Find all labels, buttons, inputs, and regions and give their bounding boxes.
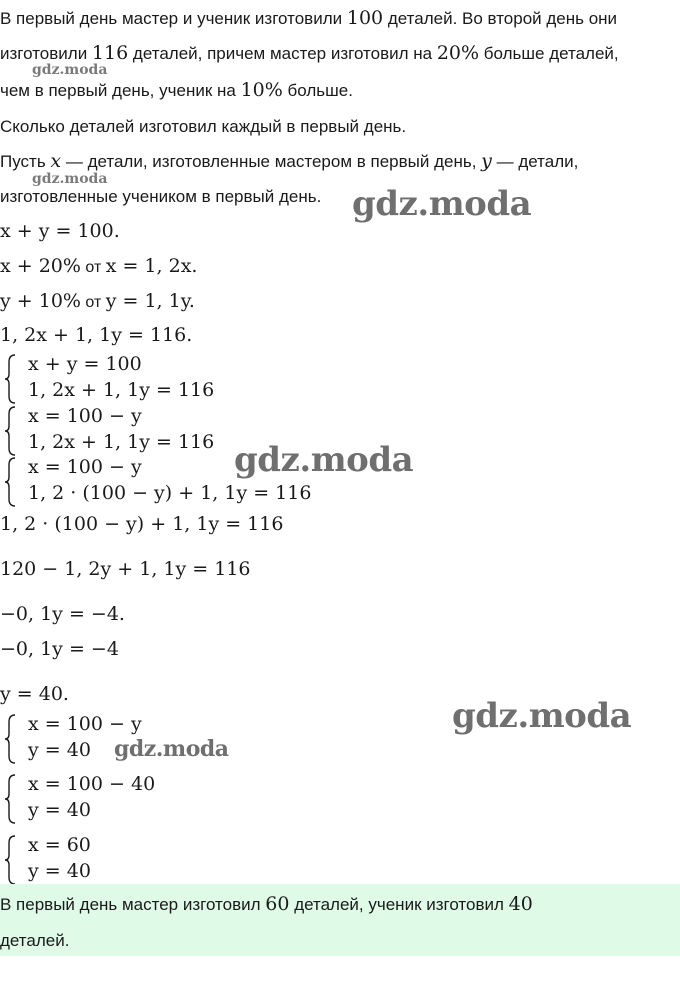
- system-row: 1, 2x + 1, 1y = 116: [28, 431, 215, 453]
- system-row: x = 60: [28, 834, 91, 856]
- problem-line-1: [0, 7, 617, 30]
- text: чем в первый день, ученик на: [0, 81, 241, 100]
- text: от: [80, 259, 106, 276]
- number: 100: [346, 7, 384, 29]
- system-row: 1, 2x + 1, 1y = 116: [28, 379, 215, 401]
- math-part: y + 10%: [0, 290, 81, 312]
- answer-line-2: деталей.: [0, 931, 70, 950]
- equation-system: [0, 352, 300, 404]
- equation: 1, 2 · (100 − y) + 1, 1y = 116: [0, 513, 284, 535]
- watermark-big: gdz.moda: [352, 184, 532, 224]
- equation: −0, 1y = −4: [0, 638, 119, 660]
- system-row: x + y = 100: [28, 353, 142, 375]
- equation-system: [0, 455, 320, 507]
- text: больше деталей,: [479, 44, 619, 63]
- text: от: [80, 294, 106, 311]
- system-row: 1, 2 · (100 − y) + 1, 1y = 116: [28, 482, 312, 504]
- brace-icon: [4, 457, 18, 507]
- variable: x: [50, 150, 62, 172]
- problem-line-3: [0, 79, 353, 102]
- solution-let-line-2: изготовленные учеником в первый день.: [0, 187, 322, 206]
- text: изготовили: [0, 44, 92, 63]
- problem-question: Сколько деталей изготовил каждый в первый день.: [0, 117, 407, 136]
- answer-box: [0, 884, 680, 956]
- equation: y = 40.: [0, 683, 69, 705]
- brace-icon: [4, 774, 18, 824]
- answer-line-1: [0, 893, 533, 916]
- brace-icon: [4, 406, 18, 456]
- system-row: y = 40: [28, 799, 91, 821]
- solution-let-line-1: [0, 150, 578, 173]
- text: В первый день мастер изготовил: [0, 895, 266, 914]
- brace-icon: [4, 354, 18, 404]
- system-row: y = 40: [28, 739, 91, 761]
- watermark-small: gdz.moda: [32, 171, 108, 187]
- math-part: y = 1, 1y.: [105, 290, 195, 312]
- number: 60: [265, 893, 290, 915]
- watermark-big: gdz.moda: [452, 696, 632, 736]
- text: — детали, изготовленные мастером в первый день,: [61, 152, 482, 171]
- variable: y: [481, 150, 492, 172]
- text: деталей. Во второй день они: [383, 9, 618, 28]
- brace-icon: [4, 714, 18, 764]
- system-row: x = 100 − y: [28, 405, 142, 427]
- system-row: x = 100 − 40: [28, 773, 156, 795]
- equation: [0, 254, 197, 280]
- equation-system: [0, 772, 200, 824]
- system-row: y = 40: [28, 860, 91, 882]
- text: деталей, ученик изготовил: [289, 895, 509, 914]
- text: деталей, причем мастер изготовил на: [128, 44, 437, 63]
- math-part: x + 20%: [0, 255, 81, 277]
- text: В первый день мастер и ученик изготовили: [0, 9, 347, 28]
- watermark-small: gdz.moda: [32, 62, 108, 78]
- text: Пусть: [0, 152, 51, 171]
- equation: [0, 289, 195, 315]
- number: 40: [508, 893, 533, 915]
- brace-icon: [4, 835, 18, 885]
- system-row: x = 100 − y: [28, 713, 142, 735]
- watermark-big: gdz.moda: [234, 440, 414, 480]
- text: — детали,: [491, 152, 579, 171]
- system-row: x = 100 − y: [28, 456, 142, 478]
- watermark-big: gdz.moda: [114, 736, 229, 762]
- equation: 1, 2x + 1, 1y = 116.: [0, 324, 193, 346]
- text: больше.: [282, 81, 353, 100]
- equation: x + y = 100.: [0, 220, 120, 242]
- equation: 120 − 1, 2y + 1, 1y = 116: [0, 558, 251, 580]
- number: 10%: [240, 79, 283, 101]
- equation-system: [0, 833, 200, 885]
- number: 116: [91, 42, 129, 64]
- equation: −0, 1y = −4.: [0, 603, 125, 625]
- number: 20%: [436, 42, 480, 64]
- math-part: x = 1, 2x.: [105, 255, 198, 277]
